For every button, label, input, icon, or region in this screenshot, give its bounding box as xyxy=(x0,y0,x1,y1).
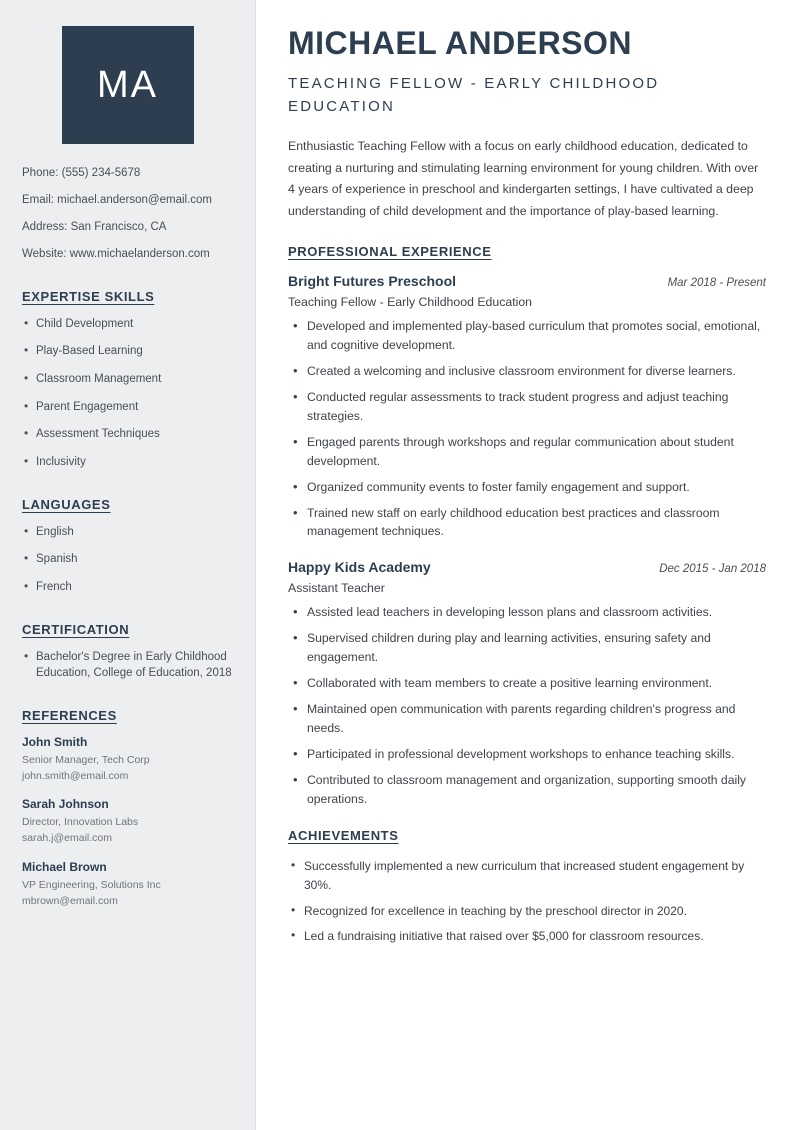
list-item: • Assisted lead teachers in developing lesson plans and classroom activities. xyxy=(288,603,766,622)
reference-item xyxy=(22,735,233,785)
contact-address: Address: San Francisco, CA xyxy=(22,221,167,234)
list-item: • Developed and implemented play-based curriculum that promotes social, emotional, and cognitive development. xyxy=(288,317,766,355)
references-title: REFERENCES xyxy=(22,707,117,723)
main-content xyxy=(256,0,800,1130)
list-item: • Recognized for excellence in teaching by the preschool director in 2020. xyxy=(288,902,766,921)
list-item: • Assessment Techniques xyxy=(22,426,233,443)
experience-entry xyxy=(288,559,766,808)
reference-role: VP Engineering, Solutions Inc xyxy=(22,878,161,891)
list-item: • French xyxy=(22,579,233,596)
list-item: • English xyxy=(22,524,233,541)
list-item: • Participated in professional development workshops to enhance teaching skills. xyxy=(288,745,766,764)
sidebar xyxy=(0,0,256,1130)
list-item: • Bachelor's Degree in Early Childhood Education, College of Education, 2018 xyxy=(22,649,233,682)
monogram-initials: MA xyxy=(97,63,158,106)
reference-item xyxy=(22,860,233,910)
experience-entry xyxy=(288,273,766,541)
list-item: • Maintained open communication with parents regarding children's progress and needs. xyxy=(288,700,766,738)
list-item: • Conducted regular assessments to track student progress and adjust teaching strategies. xyxy=(288,388,766,426)
list-item: • Trained new staff on early childhood education best practices and classroom management techniques. xyxy=(288,504,766,542)
job-headline: TEACHING FELLOW - EARLY CHILDHOOD EDUCATION xyxy=(288,75,660,115)
languages-title: LANGUAGES xyxy=(22,496,111,512)
reference-role: Senior Manager, Tech Corp xyxy=(22,753,150,766)
reference-email: sarah.j@email.com xyxy=(22,832,113,845)
achievements-section xyxy=(288,828,766,945)
list-item: • Parent Engagement xyxy=(22,399,233,416)
reference-email: mbrown@email.com xyxy=(22,894,118,907)
job-role: Teaching Fellow - Early Childhood Education xyxy=(288,295,533,310)
list-item: • Engaged parents through workshops and regular communication about student development. xyxy=(288,433,766,471)
list-item: • Classroom Management xyxy=(22,371,233,388)
certification-title: CERTIFICATION xyxy=(22,621,130,637)
expertise-skills-list xyxy=(22,316,233,471)
list-item: • Play-Based Learning xyxy=(22,343,233,360)
reference-name: Sarah Johnson xyxy=(22,797,109,812)
list-item: • Organized community events to foster family engagement and support. xyxy=(288,478,766,497)
achievements-title: ACHIEVEMENTS xyxy=(288,828,399,844)
reference-name: Michael Brown xyxy=(22,859,107,874)
certification-list xyxy=(22,649,233,682)
list-item: • Contributed to classroom management and organization, supporting smooth daily operations. xyxy=(288,771,766,809)
contact-website: Website: www.michaelanderson.com xyxy=(22,248,210,261)
employment-dates: Dec 2015 - Jan 2018 xyxy=(659,563,766,576)
professional-experience-title: PROFESSIONAL EXPERIENCE xyxy=(288,244,492,260)
list-item: • Successfully implemented a new curriculum that increased student engagement by 30%. xyxy=(288,857,766,894)
list-item: • Inclusivity xyxy=(22,454,233,471)
reference-role: Director, Innovation Labs xyxy=(22,816,139,829)
responsibility-list xyxy=(288,603,766,808)
avatar-monogram xyxy=(62,26,194,144)
achievements-list xyxy=(288,857,766,945)
professional-summary: Enthusiastic Teaching Fellow with a focus on early childhood education, dedicated to creating a nurturing and stimulating learning environment for young children. With over 4 years of experience in preschool and kindergarten settings, I have cultivated a deep understanding of child development and the importance of play-based learning. xyxy=(288,139,759,218)
page-title: MICHAEL ANDERSON xyxy=(288,25,633,61)
contact-phone: Phone: (555) 234-5678 xyxy=(22,167,141,179)
contact-block xyxy=(22,166,233,263)
contact-email: Email: michael.anderson@email.com xyxy=(22,194,212,207)
reference-item xyxy=(22,797,233,847)
languages-list xyxy=(22,524,233,596)
company-name: Bright Futures Preschool xyxy=(288,273,457,290)
reference-email: john.smith@email.com xyxy=(22,769,129,782)
list-item: • Led a fundraising initiative that raised over $5,000 for classroom resources. xyxy=(288,927,766,946)
company-name: Happy Kids Academy xyxy=(288,559,431,576)
list-item: • Child Development xyxy=(22,316,233,333)
list-item: • Created a welcoming and inclusive classroom environment for diverse learners. xyxy=(288,362,766,381)
list-item: • Collaborated with team members to create a positive learning environment. xyxy=(288,674,766,693)
responsibility-list xyxy=(288,317,766,541)
expertise-skills-title: EXPERTISE SKILLS xyxy=(22,288,155,304)
job-role: Assistant Teacher xyxy=(288,581,385,596)
experience-header xyxy=(288,273,766,289)
reference-name: John Smith xyxy=(22,734,88,749)
list-item: • Supervised children during play and learning activities, ensuring safety and engagement. xyxy=(288,629,766,667)
employment-dates: Mar 2018 - Present xyxy=(667,277,766,290)
experience-header xyxy=(288,559,766,575)
list-item: • Spanish xyxy=(22,551,233,568)
